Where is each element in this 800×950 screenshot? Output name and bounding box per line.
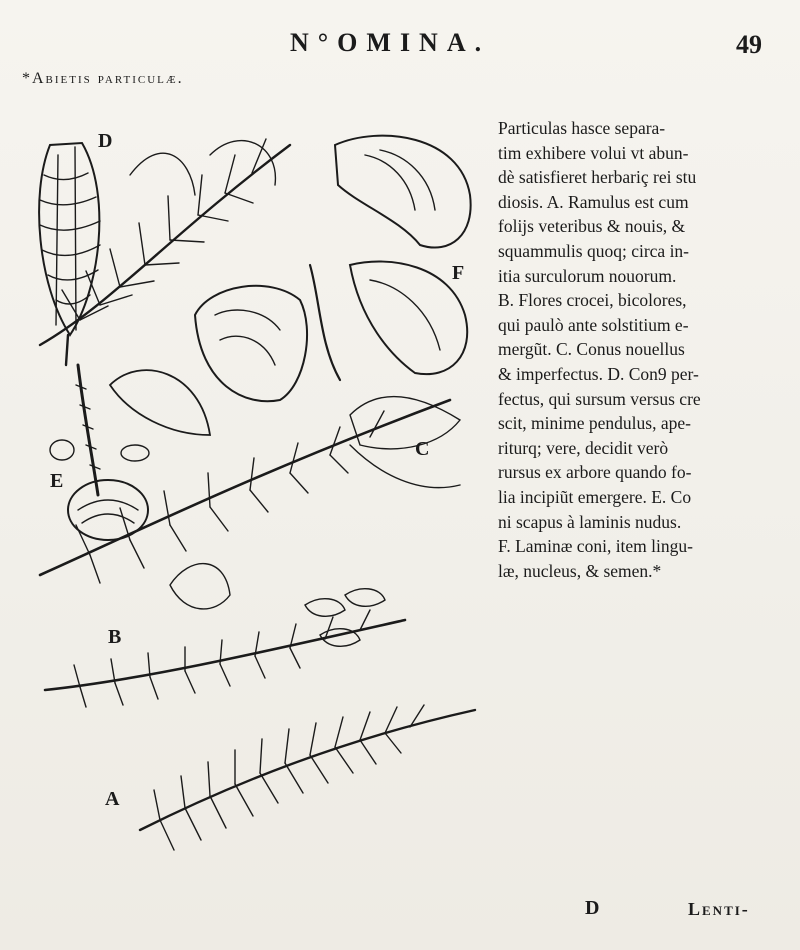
- figure-label-e: E: [50, 470, 64, 492]
- figure-label-c: C: [415, 438, 430, 460]
- catchword: Lenti-: [688, 899, 750, 919]
- text-line: F. Laminæ coni, item lingu-: [498, 536, 693, 557]
- text-line: lia incipiũt emergere. E. Co: [498, 486, 692, 507]
- text-line: tim exhibere volui vt abun-: [498, 142, 689, 163]
- text-line: rursus ex arbore quando fo-: [498, 462, 692, 483]
- woodcut-illustration: [20, 115, 490, 895]
- upper-branch-drawing: [40, 139, 290, 345]
- text-line: læ, nucleus, & semen.*: [498, 560, 662, 581]
- text-line: squammulis quoq; circa in-: [498, 240, 690, 261]
- text-line: Particulas hasce separa-: [498, 118, 666, 138]
- text-line: ni scapus à laminis nudus.: [498, 511, 682, 532]
- running-head: N°OMINA.: [290, 28, 491, 57]
- figure-label-f: F: [452, 262, 465, 284]
- cone-scales-f-drawing: [195, 136, 471, 402]
- twig-a-drawing: [140, 705, 475, 850]
- text-line: mergũt. C. Conus nouellus: [498, 339, 685, 360]
- text-line: riturq; vere, decidit verò: [498, 437, 669, 458]
- section-title: *Abietis particulæ.: [22, 70, 184, 87]
- signature-mark: D: [585, 897, 600, 919]
- text-line: scit, minime pendulus, ape-: [498, 413, 691, 434]
- young-cone-c-drawing: [40, 396, 460, 583]
- page-number: 49: [736, 30, 762, 59]
- text-line: dè satisfieret herbariç rei stu: [498, 167, 697, 188]
- text-line: B. Flores crocei, bicolores,: [498, 290, 687, 311]
- flowering-branch-b-drawing: [45, 564, 405, 707]
- text-line: qui paulò ante solstitium e-: [498, 314, 689, 335]
- figure-label-d: D: [98, 130, 113, 152]
- figure-label-a: A: [105, 788, 120, 810]
- text-line: fectus, qui sursum versus cre: [498, 388, 701, 409]
- description-text: [498, 116, 780, 583]
- text-line: & imperfectus. D. Con9 per-: [498, 363, 699, 384]
- text-line: itia surculorum nouorum.: [498, 265, 677, 286]
- cone-stalk-e-drawing: [50, 365, 210, 540]
- figure-label-b: B: [108, 626, 122, 648]
- text-line: folijs veteribus & nouis, &: [498, 216, 686, 237]
- text-line: diosis. A. Ramulus est cum: [498, 191, 689, 212]
- cone-d-drawing: [39, 143, 100, 365]
